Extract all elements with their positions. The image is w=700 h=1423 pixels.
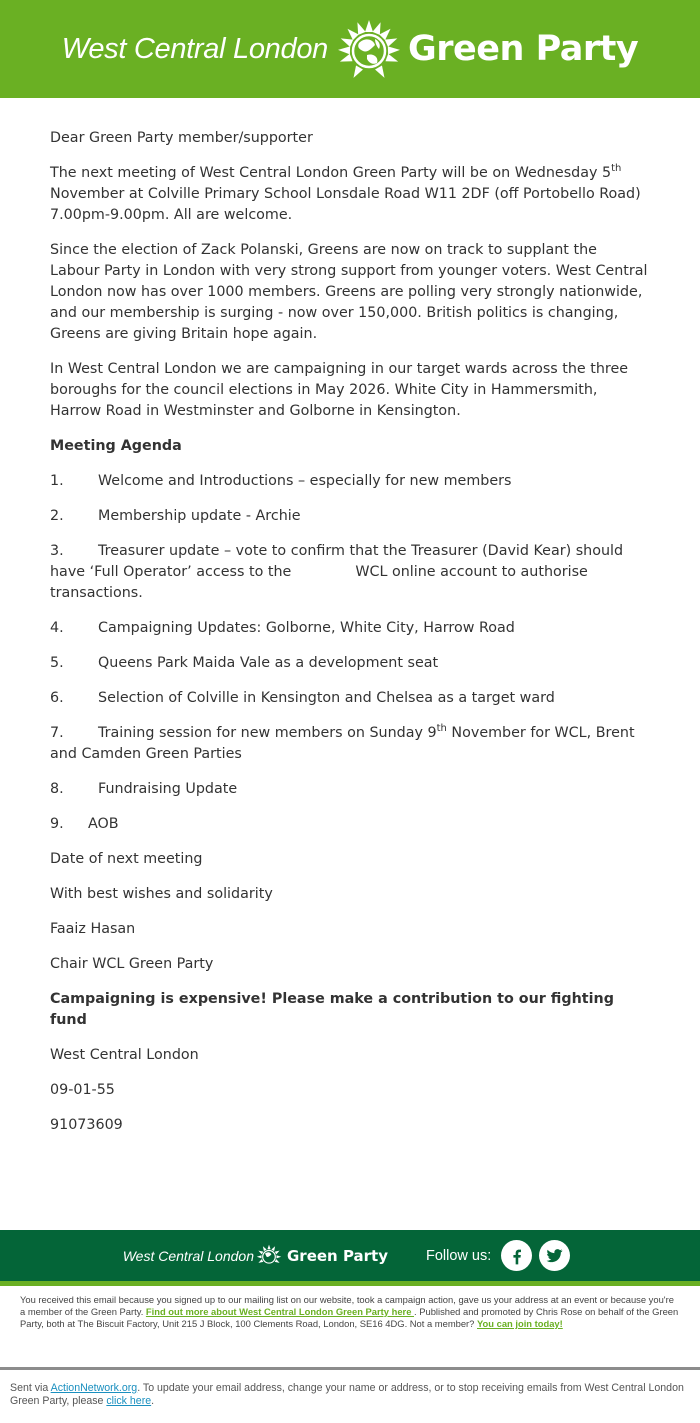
intro-paragraph: The next meeting of West Central London Green Party will be on Wednesday 5th November at Colville Primary School Lonsdale Road W11 2DF (off Portobello Road) 7.00pm-9.00pm. All are welcome. — [50, 163, 641, 223]
account-name: West Central London — [50, 1047, 199, 1063]
campaign-paragraph: In West Central London we are campaigning in our target wards across the three boroughs for the council elections in May 2026. White City in Hammersmith, Harrow Road in Westminster and Golborne in Kensington. — [50, 361, 629, 419]
agenda-item-3: 3. Treasurer update – vote to confirm that the Treasurer (David Kear) should have ‘Full Operator’ access to the WCL online account to authorise transactions. — [50, 543, 624, 601]
sort-code: 09-01-55 — [50, 1082, 115, 1098]
footer-title-left: West Central London — [122, 1247, 254, 1264]
green-party-logo-icon — [336, 16, 402, 82]
find-out-more-link[interactable]: Find out more about West Central London Green Party here — [145, 1306, 415, 1317]
header-banner — [0, 0, 700, 98]
header-title-left: West Central London — [61, 32, 328, 65]
facebook-icon[interactable] — [501, 1240, 532, 1271]
account-number: 91073609 — [50, 1117, 123, 1133]
agenda-item-8: 8. Fundraising Update — [50, 781, 238, 797]
header-title-right: Green Party — [408, 29, 639, 69]
signatory-name: Faaiz Hasan — [50, 921, 136, 937]
agenda-item-6: 6. Selection of Colville in Kensington and Chelsea as a target ward — [50, 690, 555, 706]
actionnetwork-link[interactable]: ActionNetwork.org — [50, 1382, 138, 1394]
signoff: With best wishes and solidarity — [50, 886, 273, 902]
greeting: Dear Green Party member/supporter — [50, 130, 313, 146]
legal-notice: You received this email because you signed up to our mailing list on our website, took a campaign action, gave us your address at an event or because you're a member of the Green Party. Find out more about West Central London Green Party here . Published and promoted by Chris Rose on behalf of the Green Party, both at The Biscuit Factory, Unit 215 J Block, 100 Clements Road, London, SE16 4DG. Not a member? You can join today! — [0, 1286, 700, 1370]
join-today-link[interactable]: You can join today! — [477, 1318, 563, 1329]
sent-via-notice: Sent via ActionNetwork.org. To update your email address, change your name or address, or to stop receiving emails from West Central London Green Party, please click here. — [10, 1382, 684, 1407]
twitter-icon[interactable] — [539, 1240, 570, 1271]
footer-title-right: Green Party — [286, 1246, 388, 1265]
email-body — [0, 98, 700, 1136]
agenda-heading: Meeting Agenda — [50, 438, 182, 454]
fund-heading: Campaigning is expensive! Please make a contribution to our fighting fund — [50, 991, 614, 1028]
footer-logo-icon — [256, 1243, 282, 1269]
unsubscribe-link[interactable]: click here — [106, 1395, 152, 1407]
agenda-item-1: 1. Welcome and Introductions – especially for new members — [50, 473, 512, 489]
update-paragraph: Since the election of Zack Polanski, Greens are now on track to supplant the Labour Party in London with very strong support from younger voters. West Central London now has over 1000 members. Greens are polling very strongly nationwide, and our membership is surging - now over 150,000. British politics is changing, Greens are giving Britain hope again. — [50, 242, 648, 342]
footer-banner — [0, 1230, 700, 1286]
agenda-item-9: 9. AOB — [50, 816, 119, 832]
agenda-item-5: 5. Queens Park Maida Vale as a development seat — [50, 655, 439, 671]
agenda-item-7: 7. Training session for new members on Sunday 9th November for WCL, Brent and Camden Green Parties — [50, 723, 635, 762]
agenda-item-4: 4. Campaigning Updates: Golborne, White City, Harrow Road — [50, 620, 515, 636]
signatory-role: Chair WCL Green Party — [50, 956, 214, 972]
next-meeting: Date of next meeting — [50, 851, 203, 867]
follow-us-label: Follow us: — [426, 1247, 492, 1264]
agenda-item-2: 2. Membership update - Archie — [50, 508, 301, 524]
